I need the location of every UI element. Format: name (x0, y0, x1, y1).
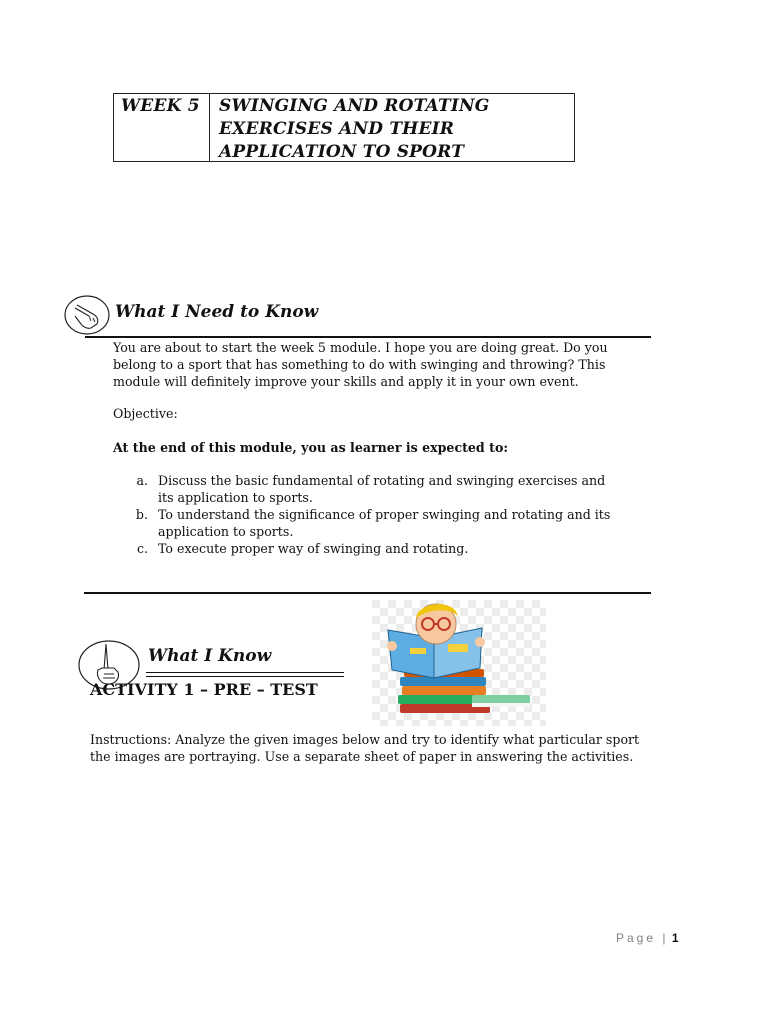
week-label: WEEK 5 (121, 96, 200, 116)
section-heading-what-i-know: What I Know (148, 646, 272, 666)
instructions-paragraph (90, 731, 639, 765)
pointing-hand-icon (63, 294, 111, 336)
page-number: 1 (671, 931, 679, 945)
objective-expectation: At the end of this module, you as learner is expected to: (113, 440, 508, 455)
intro-paragraph (113, 339, 608, 390)
list-line: Discuss the basic fundamental of rotating and swinging exercises and (158, 473, 606, 488)
module-title-line: SWINGING AND ROTATING (219, 96, 490, 116)
intro-line: module will definitely improve your skills and apply it in your own event. (113, 374, 579, 389)
list-line: To execute proper way of swinging and rotating. (158, 541, 469, 556)
instruction-line: the images are portraying. Use a separate sheet of paper in answering the activities. (90, 749, 634, 764)
section-divider (85, 336, 651, 338)
heading-underline (146, 676, 344, 677)
list-text (158, 506, 610, 540)
section-divider (84, 592, 651, 594)
intro-line: belong to a sport that has something to do with swinging and throwing? This (113, 357, 606, 372)
list-line: its application to sports. (158, 490, 313, 505)
list-line: application to sports. (158, 524, 294, 539)
boy-reading-books-illustration (372, 600, 546, 726)
page-separator: | (662, 931, 666, 945)
module-title-line: EXERCISES AND THEIR (219, 119, 455, 139)
list-line: To understand the significance of proper swinging and rotating and its (158, 507, 611, 522)
week-header-table (113, 93, 575, 162)
list-text (158, 540, 468, 557)
page-label: Page (616, 931, 657, 945)
page-footer (616, 931, 679, 945)
intro-line: You are about to start the week 5 module. I hope you are doing great. Do you (113, 340, 608, 355)
list-letter: c. (136, 541, 148, 556)
list-text (158, 472, 605, 506)
instruction-line: Instructions: Analyze the given images below and try to identify what particular sport (90, 732, 640, 747)
heading-underline (146, 672, 344, 673)
module-title (219, 95, 569, 164)
activity-title: ACTIVITY 1 – PRE – TEST (90, 680, 318, 699)
list-letter: b. (135, 507, 148, 522)
module-title-line: APPLICATION TO SPORT (219, 142, 465, 162)
objective-label: Objective: (113, 406, 178, 421)
section-heading-need-to-know: What I Need to Know (115, 302, 319, 322)
list-letter: a. (136, 473, 148, 488)
